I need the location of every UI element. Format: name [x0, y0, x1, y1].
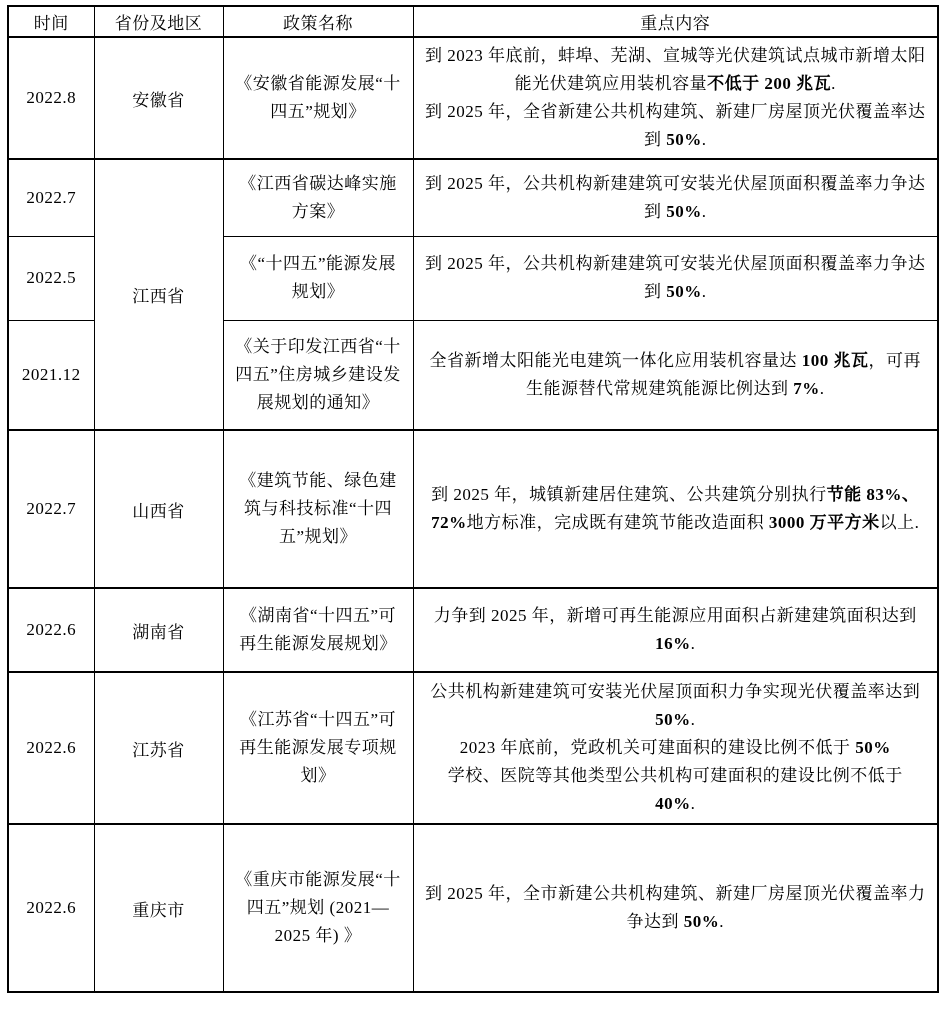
content-cell: 到 2025 年，公共机构新建建筑可安装光伏屋顶面积覆盖率力争达到 50%. — [413, 236, 938, 320]
table-row — [8, 588, 938, 672]
content-cell: 到 2025 年，全市新建公共机构建筑、新建厂房屋顶光伏覆盖率力争达到 50%. — [413, 824, 938, 992]
content-cell: 全省新增太阳能光电建筑一体化应用装机容量达 100 兆瓦，可再生能源替代常规建筑能源比例达到 7%. — [413, 320, 938, 430]
region-cell: 安徽省 — [94, 37, 223, 159]
policy-cell: 《“十四五”能源发展规划》 — [223, 236, 413, 320]
table-row — [8, 430, 938, 588]
time-cell: 2022.6 — [8, 588, 94, 672]
policy-table — [7, 5, 939, 993]
policy-cell: 《建筑节能、绿色建筑与科技标准“十四五”规划》 — [223, 430, 413, 588]
table-row — [8, 159, 938, 236]
content-cell: 到 2023 年底前，蚌埠、芜湖、宣城等光伏建筑试点城市新增太阳能光伏建筑应用装机容量不低于 200 兆瓦. 到 2025 年，全省新建公共机构建筑、新建厂房屋顶光伏覆盖率达到 50%. — [413, 37, 938, 159]
time-cell: 2022.7 — [8, 159, 94, 236]
header-policy: 政策名称 — [223, 6, 413, 37]
time-cell: 2022.7 — [8, 430, 94, 588]
region-cell: 江西省 — [94, 159, 223, 430]
region-cell: 重庆市 — [94, 824, 223, 992]
region-cell: 湖南省 — [94, 588, 223, 672]
header-content: 重点内容 — [413, 6, 938, 37]
policy-cell: 《江西省碳达峰实施方案》 — [223, 159, 413, 236]
table-row — [8, 824, 938, 992]
header-time: 时间 — [8, 6, 94, 37]
region-cell: 江苏省 — [94, 672, 223, 824]
content-cell: 到 2025 年，城镇新建居住建筑、公共建筑分别执行节能 83%、72%地方标准，完成既有建筑节能改造面积 3000 万平方米以上. — [413, 430, 938, 588]
time-cell: 2022.6 — [8, 824, 94, 992]
table-row — [8, 37, 938, 159]
header-row — [8, 6, 938, 37]
policy-cell: 《湖南省“十四五”可再生能源发展规划》 — [223, 588, 413, 672]
content-cell: 公共机构新建建筑可安装光伏屋顶面积力争实现光伏覆盖率达到 50%. 2023 年底前，党政机关可建面积的建设比例不低于 50% 学校、医院等其他类型公共机构可建面积的建设比例不低于 40%. — [413, 672, 938, 824]
region-cell: 山西省 — [94, 430, 223, 588]
policy-cell: 《关于印发江西省“十四五”住房城乡建设发展规划的通知》 — [223, 320, 413, 430]
time-cell: 2022.5 — [8, 236, 94, 320]
policy-cell: 《安徽省能源发展“十四五”规划》 — [223, 37, 413, 159]
time-cell: 2022.8 — [8, 37, 94, 159]
table-row — [8, 672, 938, 824]
policy-cell: 《江苏省“十四五”可再生能源发展专项规划》 — [223, 672, 413, 824]
policy-cell: 《重庆市能源发展“十四五”规划 (2021—2025 年) 》 — [223, 824, 413, 992]
header-region: 省份及地区 — [94, 6, 223, 37]
time-cell: 2021.12 — [8, 320, 94, 430]
content-cell: 力争到 2025 年，新增可再生能源应用面积占新建建筑面积达到 16%. — [413, 588, 938, 672]
content-cell: 到 2025 年，公共机构新建建筑可安装光伏屋顶面积覆盖率力争达到 50%. — [413, 159, 938, 236]
time-cell: 2022.6 — [8, 672, 94, 824]
